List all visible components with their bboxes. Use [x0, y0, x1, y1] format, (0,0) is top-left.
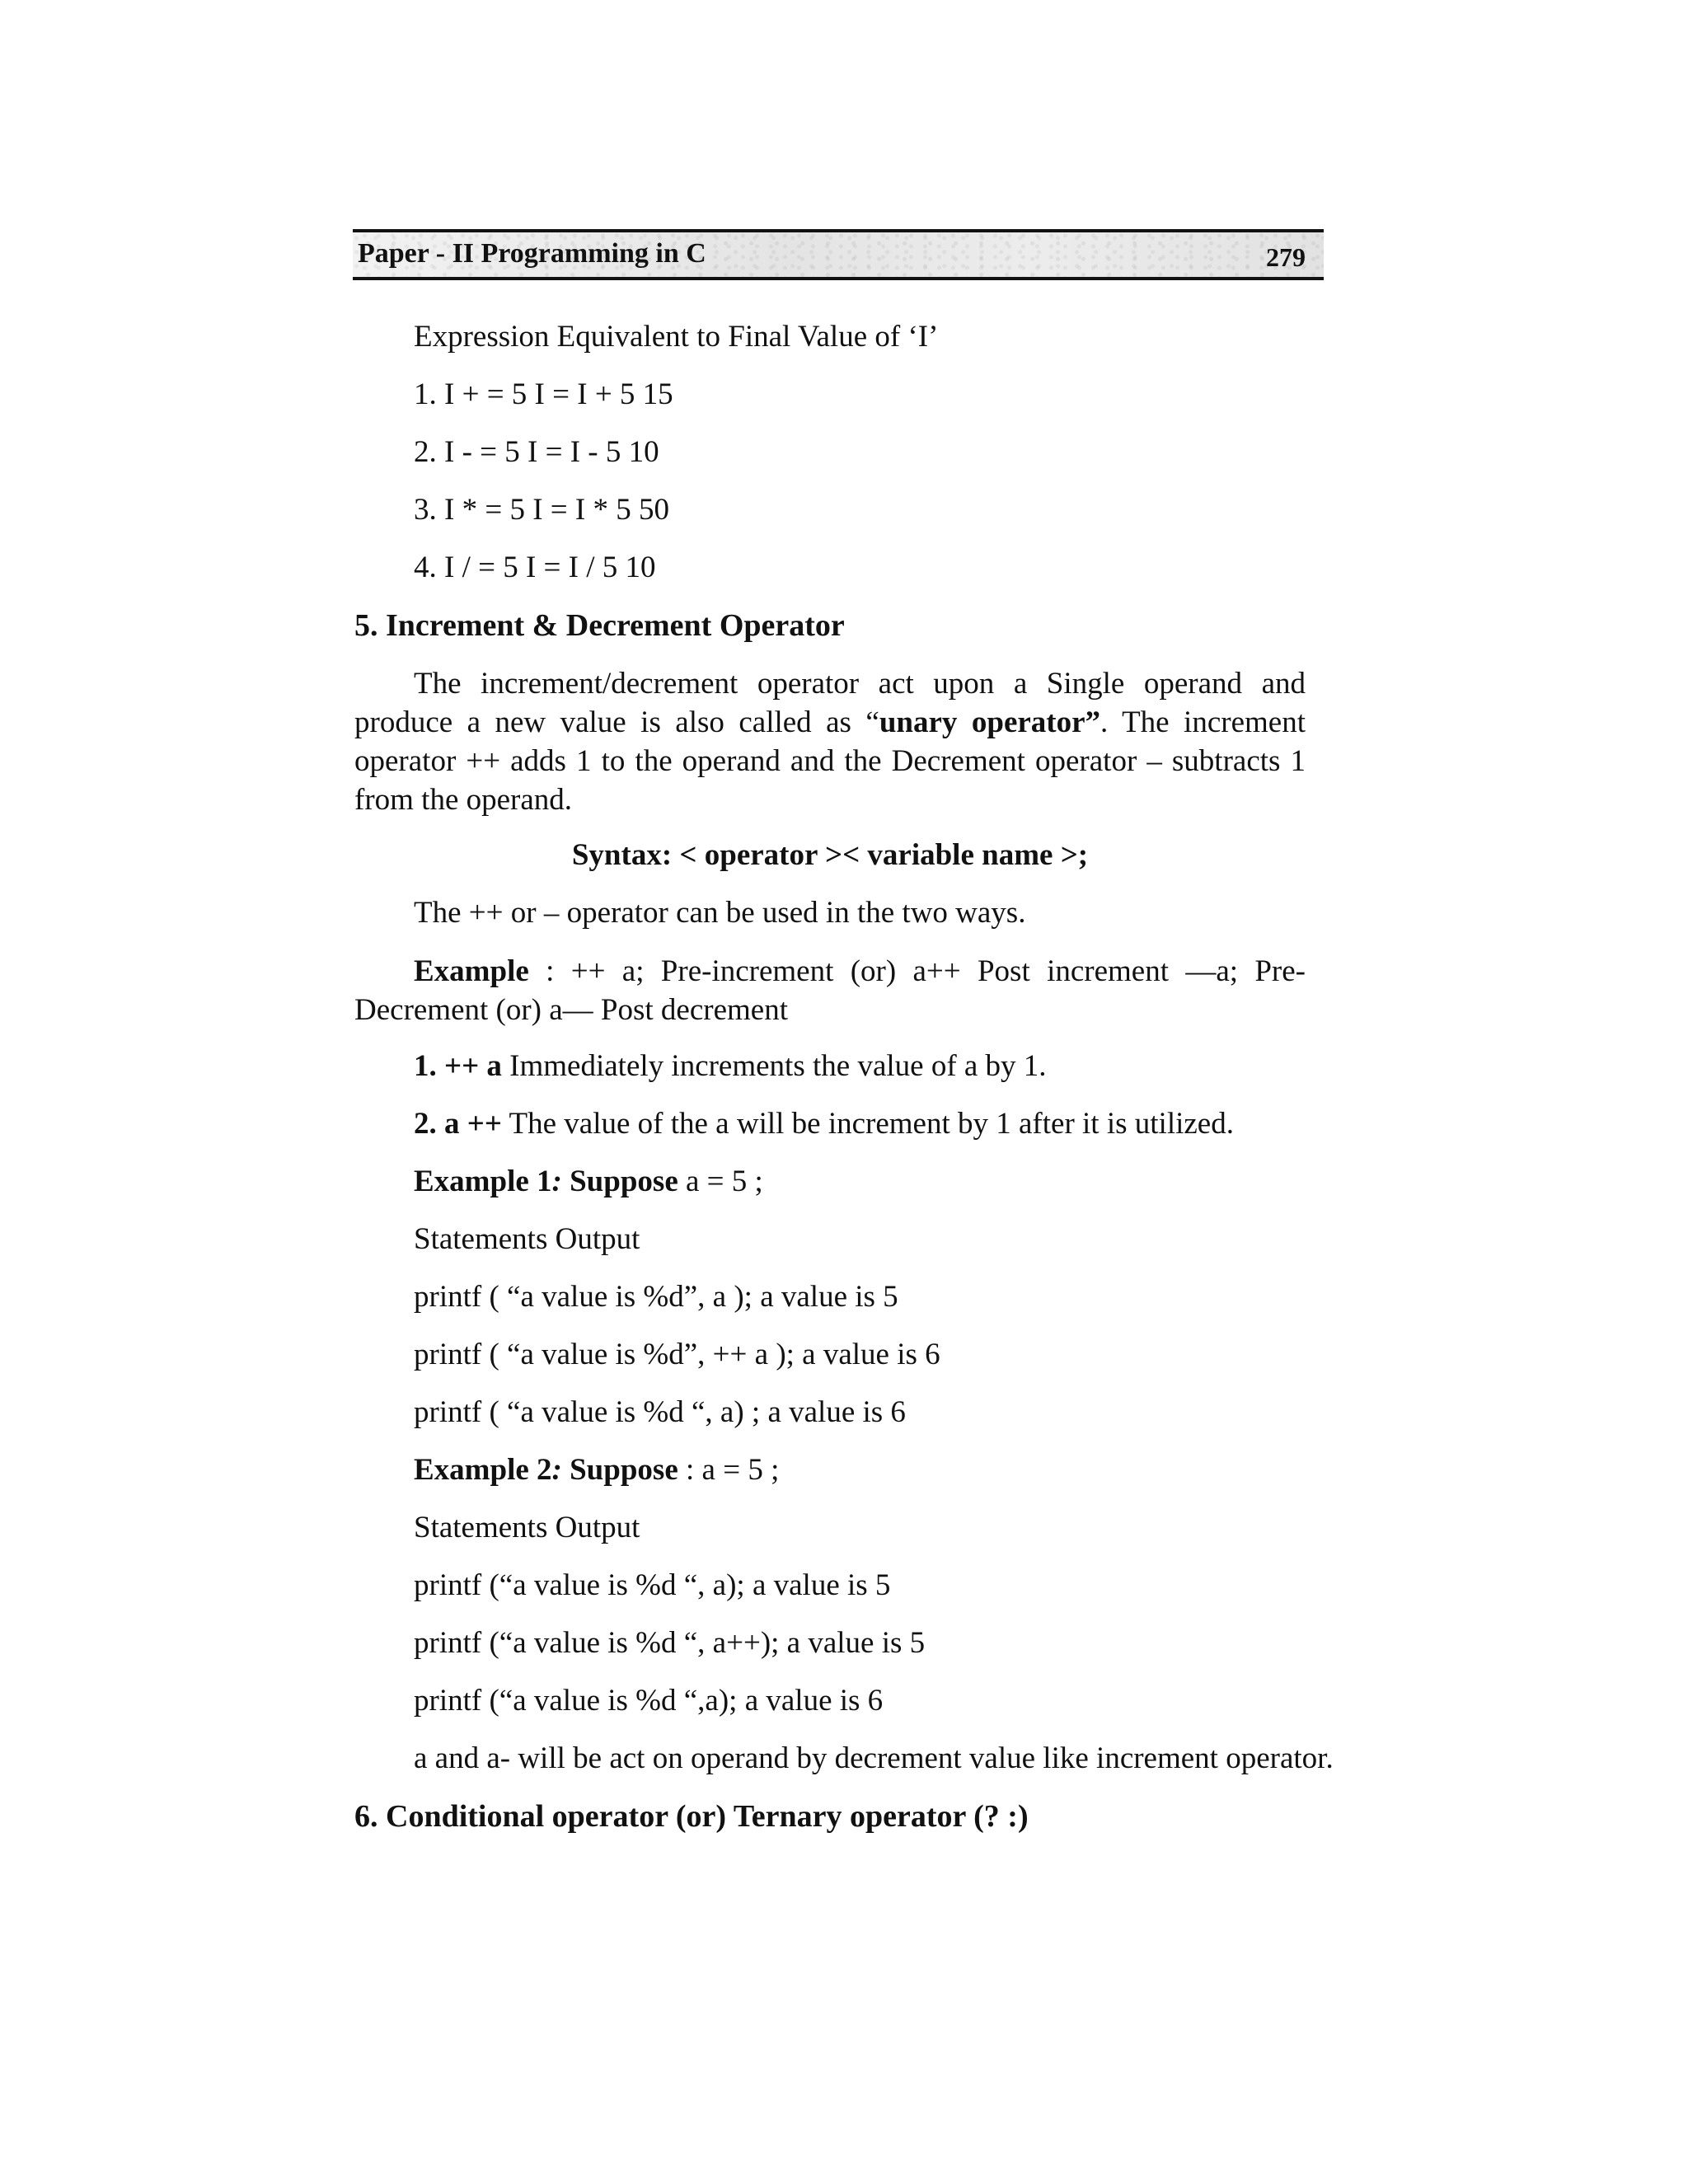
section-heading-conditional: 6. Conditional operator (or) Ternary operator (? :)	[354, 1799, 1029, 1834]
example-two-row: printf (“a value is %d “, a++); a value is 5	[414, 1626, 926, 1660]
table-row: 1. I + = 5 I = I + 5 15	[414, 377, 673, 411]
example-two-row: printf (“a value is %d “, a); a value is 5	[414, 1568, 891, 1602]
table-row: 4. I / = 5 I = I / 5 10	[414, 551, 656, 584]
point-one-label: 1. ++ a	[414, 1049, 502, 1083]
page-number: 279	[1266, 242, 1306, 272]
two-ways-line: The ++ or – operator can be used in the two ways.	[414, 896, 1026, 930]
table-intro: Expression Equivalent to Final Value of ‘I’	[414, 320, 939, 354]
example-two-text: : a = 5 ;	[678, 1453, 780, 1487]
example-label: Example	[414, 954, 529, 988]
running-header	[353, 229, 1324, 280]
example-two-label: Example 2	[414, 1453, 552, 1487]
example-two-columns: Statements Output	[414, 1511, 640, 1544]
example-one-columns: Statements Output	[414, 1222, 640, 1256]
example-one-text: a = 5 ;	[678, 1165, 763, 1198]
example-one-suppose: Suppose	[561, 1165, 678, 1198]
para-text: . The increment operator ++ adds 1 to the operand and the Decrement operator – subtracts 1 from the operand.	[354, 705, 1306, 817]
example-one-label: Example 1	[414, 1165, 552, 1198]
para-text: The increment/decrement operator act upon a Single operand and produce a new value is also called as “	[354, 667, 1306, 739]
point-one-text: Immediately increments the value of a by 1.	[501, 1049, 1047, 1083]
table-row: 2. I - = 5 I = I - 5 10	[414, 435, 659, 469]
example-text: : ++ a; Pre-increment (or) a++ Post increment —a; Pre-Decrement (or) a— Post decrement	[354, 954, 1306, 1027]
section-heading-increment: 5. Increment & Decrement Operator	[354, 608, 845, 643]
point-one	[414, 1047, 1047, 1085]
example-one-colon: :	[551, 1165, 562, 1198]
para-bold-term: unary operator”	[879, 705, 1101, 739]
unary-operator-paragraph	[354, 664, 1306, 819]
closing-line: a and a- will be act on operand by decrement value like increment operator.	[414, 1741, 1334, 1775]
example-one-heading	[414, 1163, 763, 1201]
example-two-row: printf (“a value is %d “,a); a value is 6	[414, 1684, 884, 1718]
example-two-suppose: Suppose	[561, 1453, 678, 1487]
point-two	[414, 1105, 1234, 1143]
example-two-colon: :	[551, 1453, 562, 1487]
example-two-heading	[414, 1451, 779, 1489]
example-paragraph	[354, 952, 1306, 1029]
point-two-label: 2. a ++	[414, 1107, 502, 1141]
example-one-row: printf ( “a value is %d”, a ); a value is 5	[414, 1280, 898, 1314]
syntax-line: Syntax: < operator >< variable name >;	[571, 838, 1089, 872]
table-row: 3. I * = 5 I = I * 5 50	[414, 493, 669, 527]
example-one-row: printf ( “a value is %d “, a) ; a value is 6	[414, 1395, 906, 1429]
header-title: Paper - II Programming in C	[358, 238, 706, 269]
example-one-row: printf ( “a value is %d”, ++ a ); a value is 6	[414, 1338, 940, 1371]
point-two-text: The value of the a will be increment by 1 after it is utilized.	[501, 1107, 1234, 1141]
